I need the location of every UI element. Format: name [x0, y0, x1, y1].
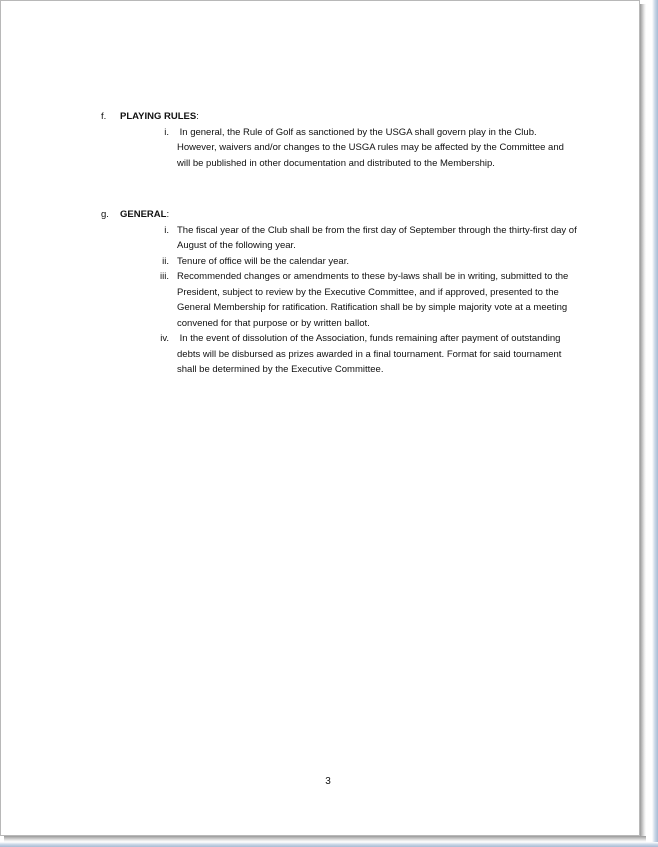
item-number: i.	[164, 224, 169, 236]
item-text: Recommended changes or amendments to these by-laws shall be in writing, submitted to the President, subject to review by the Executive Committee, and if approved, presented to the General Membership for ratification. Ratification shall be by simple majority vote at a meeting convened for that purpose or by written ballot.	[177, 271, 569, 329]
section-title-wrap	[120, 109, 199, 125]
item-text: The fiscal year of the Club shall be from the first day of September through the thirty-first day of August of the following year.	[177, 224, 577, 251]
section-title: PLAYING RULES	[120, 111, 197, 122]
section-heading	[101, 109, 581, 125]
item-list	[101, 223, 581, 378]
section-general	[101, 207, 581, 378]
section-heading	[101, 207, 581, 223]
item-text: Tenure of office will be the calendar year.	[177, 255, 349, 267]
section-title-suffix: :	[196, 111, 199, 122]
list-item	[101, 331, 581, 378]
item-text: In general, the Rule of Golf as sanctioned by the USGA shall govern play in the Club. However, waivers and/or changes to the USGA rules may be affected by the Committee and will be published in other documentation and distributed to the Membership.	[177, 126, 567, 169]
section-letter: f.	[101, 111, 107, 122]
window-frame-right	[652, 0, 658, 847]
item-list	[101, 125, 581, 172]
window-frame-bottom	[0, 842, 658, 847]
item-number: iii.	[160, 271, 169, 282]
section-title-wrap	[120, 207, 169, 223]
item-text: In the event of dissolution of the Association, funds remaining after payment of outstanding debts will be disbursed as prizes awarded in a final tournament. Format for said tournament shall be determined by the Executive Committee.	[177, 333, 565, 375]
list-item	[101, 269, 581, 331]
item-number: ii.	[162, 255, 169, 267]
section-playing-rules	[101, 109, 581, 171]
item-number: iv.	[160, 333, 169, 344]
section-title: GENERAL	[120, 209, 167, 220]
page-shadow-right	[640, 4, 646, 840]
list-item	[101, 254, 581, 270]
list-item	[101, 125, 581, 172]
item-number: i.	[164, 126, 169, 138]
page-number: 3	[325, 776, 331, 787]
section-letter: g.	[101, 209, 109, 220]
list-item	[101, 223, 581, 254]
section-title-suffix: :	[166, 209, 170, 220]
